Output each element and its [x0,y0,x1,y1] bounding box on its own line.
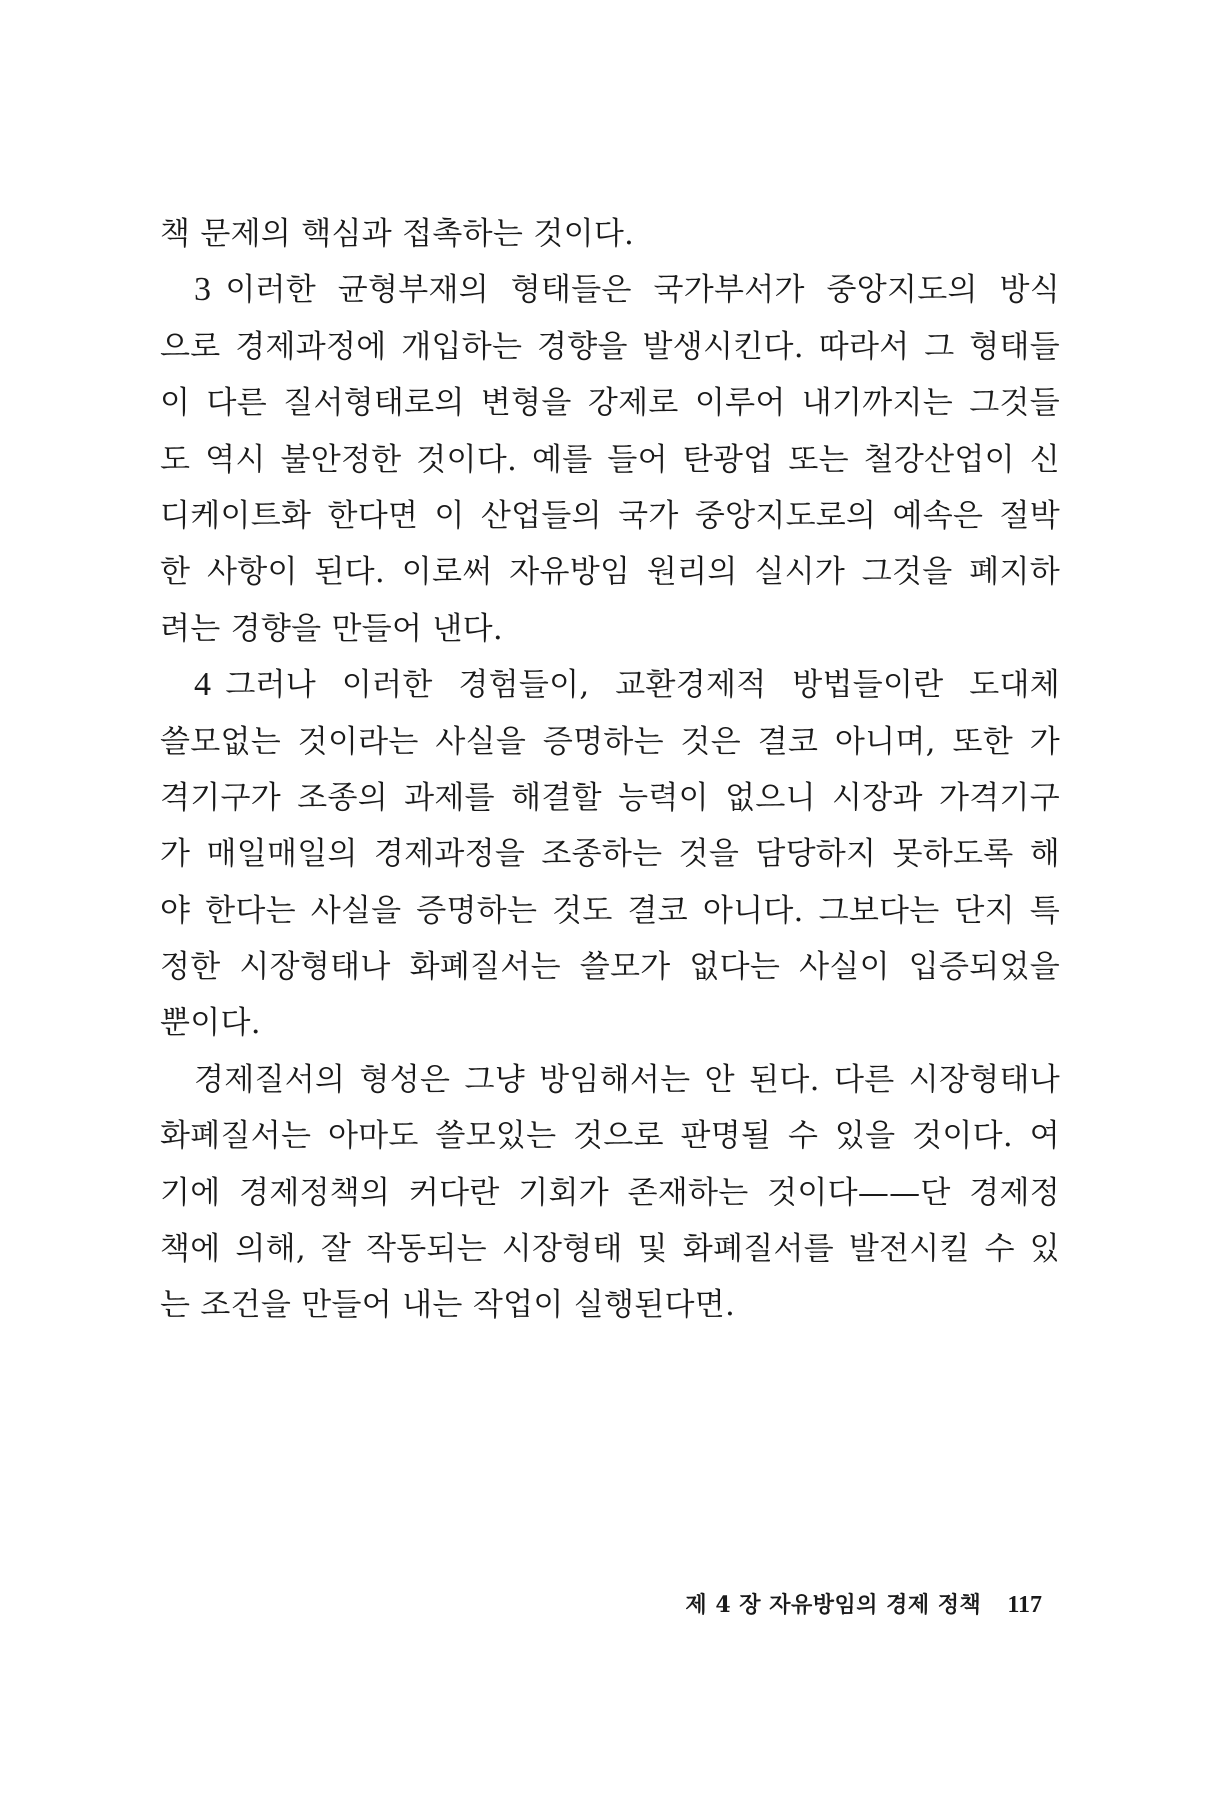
running-footer [685,1588,1042,1619]
text-line: 뿐이다. [160,1005,261,1042]
text-line: 쓸모없는 것이라는 사실을 증명하는 것은 결코 아니며, 또한 가 [160,723,1060,760]
text-line: 격기구가 조종의 과제를 해결할 능력이 없으니 시장과 가격기구 [160,779,1060,816]
body-text [160,206,1060,1334]
paragraph-4-first-line [160,657,1060,713]
text-line: 디케이트화 한다면 이 산업들의 국가 중앙지도로의 예속은 절박 [160,497,1060,534]
text-line: 이러한 균형부재의 형태들은 국가부서가 중앙지도의 방식 [225,272,1060,309]
text-line: 도 역시 불안정한 것이다. 예를 들어 탄광업 또는 철강산업이 신 [160,441,1060,478]
section-number: 3 [194,271,212,309]
text-line: 이 다른 질서형태로의 변형을 강제로 이루어 내기까지는 그것들 [160,385,1060,422]
text-line: 책 문제의 핵심과 접촉하는 것이다. [160,216,635,252]
text-line: 그러나 이러한 경험들이, 교환경제적 방법들이란 도대체 [225,667,1060,704]
text-line: 는 조건을 만들어 내는 작업이 실행된다면. [160,1287,736,1324]
text-line: 책에 의해, 잘 작동되는 시장형태 및 화폐질서를 발전시킬 수 있 [160,1231,1060,1268]
section-number: 4 [194,666,212,704]
text-line: 한 사항이 된다. 이로써 자유방임 원리의 실시가 그것을 폐지하 [160,554,1060,591]
page-number: 117 [1007,1592,1042,1618]
text-line: 가 매일매일의 경제과정을 조종하는 것을 담당하지 못하도록 해 [160,836,1060,873]
text-line: 정한 시장형태나 화폐질서는 쓸모가 없다는 사실이 입증되었을 [160,949,1060,986]
text-line: 화폐질서는 아마도 쓸모있는 것으로 판명될 수 있을 것이다. 여 [160,1118,1060,1155]
text-line: 기에 경제정책의 커다란 기회가 존재하는 것이다——단 경제정 [160,1174,1060,1211]
text-line: 려는 경향을 만들어 낸다. [160,610,504,647]
text-line: 야 한다는 사실을 증명하는 것도 결코 아니다. 그보다는 단지 특 [160,892,1060,929]
text-line: 경제질서의 형성은 그냥 방임해서는 안 된다. 다른 시장형태나 [194,1061,1060,1098]
text-line: 으로 경제과정에 개입하는 경향을 발생시킨다. 따라서 그 형태들 [160,328,1060,365]
paragraph-3-first-line [160,262,1060,318]
chapter-title: 제 4 장 자유방임의 경제 정책 [685,1592,982,1618]
